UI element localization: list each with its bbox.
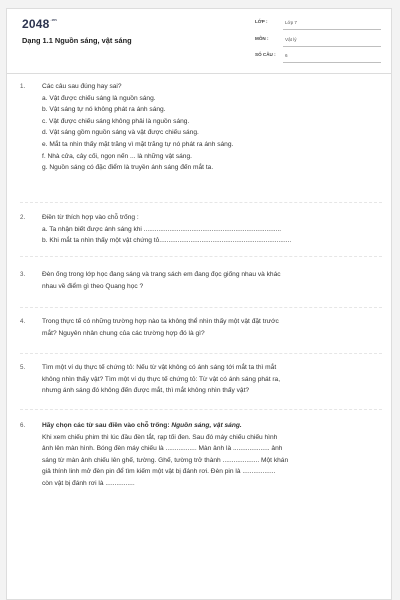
question-number: 4.: [20, 318, 26, 325]
question-2: [20, 212, 382, 247]
question-line: ảnh lên màn hình. Bóng đèn máy chiếu là ................. Màn ảnh là .................... ảnh: [42, 445, 283, 453]
option-g: g. Nguồn sáng có đặc điểm là truyền ánh sáng đến mắt ta.: [42, 164, 214, 172]
separator-line: [20, 202, 382, 203]
question-line: giả thính linh mở đèn pin để tìm kiếm một vật bị đánh rơi. Đèn pin là ..................: [42, 468, 276, 476]
fill-blank-b: b. Khi mắt ta nhìn thấy một vật chứng tỏ........................................................................: [42, 237, 292, 245]
question-title-bold: Hãy chọn các từ sau điền vào chỗ trống:: [42, 422, 172, 429]
separator-line: [20, 409, 382, 410]
separator: [20, 202, 382, 203]
question-line: Khi xem chiếu phim thì lúc đầu đèn tắt, rạp tối đen. Sau đó máy chiếu chiếu hình: [42, 433, 278, 441]
question-number: 3.: [20, 271, 26, 278]
option-f: f. Nhà cửa, cây cối, ngọn nến ... là những vật sáng.: [42, 152, 192, 160]
separator-line: [20, 353, 382, 354]
question-6: [20, 420, 382, 490]
meta-class-label: LỚP :: [255, 19, 268, 24]
meta-count-value: 6: [285, 53, 288, 58]
meta-count-row: [255, 51, 381, 63]
question-line: mắt? Nguyên nhân chung của các trường hợp đó là gì?: [42, 329, 205, 337]
question-4: [20, 316, 382, 339]
question-number: 5.: [20, 364, 26, 371]
meta-subject-row: [255, 35, 381, 47]
separator-line: [20, 307, 382, 308]
option-a: a. Vật được chiếu sáng là nguồn sáng.: [42, 94, 156, 102]
question-1: [20, 81, 382, 174]
question-line: nhưng ánh sáng đó không đến được mắt, thì mắt không nhìn thấy vật?: [42, 387, 250, 395]
worksheet-page: [6, 8, 392, 600]
separator: [20, 256, 382, 257]
question-5: [20, 362, 382, 397]
option-e: e. Mắt ta nhìn thấy mặt trăng vì mặt trăng tự nó phát ra ánh sáng.: [42, 140, 234, 148]
separator: [20, 353, 382, 354]
question-line: còn vật bị đánh rơi là ................: [42, 479, 135, 487]
separator-line: [20, 256, 382, 257]
question-number: 6.: [20, 422, 26, 429]
question-title-italic: Nguồn sáng, vật sáng.: [171, 422, 242, 429]
document-title: Dạng 1.1 Nguồn sáng, vật sáng: [22, 36, 132, 45]
meta-count-label: SỐ CÂU :: [255, 52, 276, 57]
question-number: 1.: [20, 83, 26, 90]
option-b: b. Vật sáng tự nó không phát ra ánh sáng.: [42, 106, 166, 114]
question-line: Tìm một ví dụ thực tế chứng tỏ: Nếu từ vật không có ánh sáng tới mắt ta thì mắt: [42, 364, 277, 371]
meta-count-underline: [283, 62, 381, 63]
question-line: Đèn ống trong lớp học đang sáng và trang sách em đang đọc giống nhau và khác: [42, 271, 281, 278]
logo-domain: .vn: [50, 17, 57, 22]
header-divider: [7, 73, 391, 74]
question-text: Các câu sau đúng hay sai?: [42, 83, 122, 90]
question-line: không nhìn thấy vật? Tìm một ví dụ thực tế chứng tỏ: Từ vật có ánh sáng phát ra,: [42, 375, 281, 383]
meta-class-row: [255, 18, 381, 30]
question-3: [20, 269, 382, 292]
question-title: [42, 420, 382, 432]
meta-subject-value: Vật lý: [285, 37, 297, 42]
separator: [20, 409, 382, 410]
option-c: c. Vật được chiếu sáng không phải là nguồn sáng.: [42, 117, 190, 125]
question-line: Trong thực tế có những trường hợp nào ta không thể nhìn thấy một vật đặt trước: [42, 318, 279, 325]
meta-subject-underline: [283, 46, 381, 47]
option-d: d. Vật sáng gồm nguồn sáng và vật được chiếu sáng.: [42, 129, 199, 137]
meta-class-value: Lớp 7: [285, 20, 297, 25]
separator: [20, 307, 382, 308]
question-number: 2.: [20, 214, 26, 221]
logo-text: 2048: [22, 17, 50, 31]
question-text: Điền từ thích hợp vào chỗ trống :: [42, 214, 139, 221]
meta-subject-label: MÔN :: [255, 36, 269, 41]
worksheet-header: [7, 9, 391, 73]
question-line: sáng từ màn ảnh chiếu lên ghế, tường. Ghế, tường trở thành .................... Một khán: [42, 456, 289, 464]
question-line: nhau về điểm gì theo Quang học ?: [42, 282, 144, 290]
site-logo[interactable]: [22, 17, 57, 31]
meta-class-underline: [283, 29, 381, 30]
fill-blank-a: a. Ta nhận biết được ánh sáng khi ...........................................................................: [42, 225, 282, 233]
